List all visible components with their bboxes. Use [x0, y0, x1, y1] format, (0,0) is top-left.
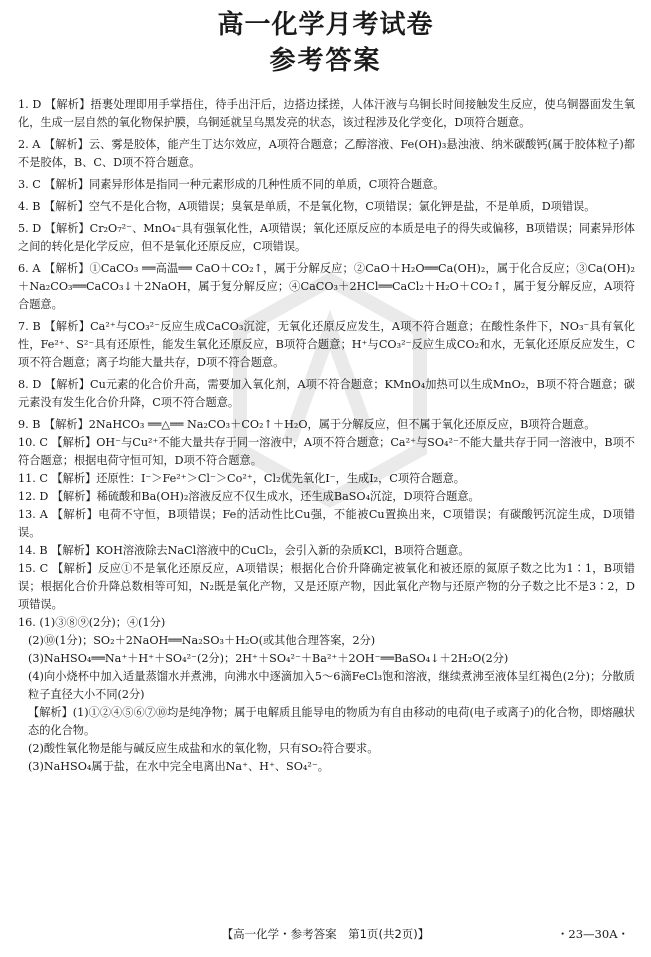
- answer-item-2: 2. A 【解析】云、雾是胶体，能产生丁达尔效应，A项符合题意；乙醇溶液、Fe(OH)₃悬浊液、纳米碳酸钙(属于胶体粒子)都不是胶体，B、C、D项不符合题意。: [18, 138, 635, 169]
- footer-code: ・23—30A・: [556, 927, 629, 941]
- answer-list: [18, 96, 635, 776]
- answer-item-4: 4. B 【解析】空气不是化合物，A项错误；臭氧是单质，不是氧化物，C项错误；氯化钾是盐，不是单质，D项错误。: [18, 200, 596, 213]
- answer-item-16-part-4: (4)向小烧杯中加入适量蒸馏水并煮沸，向沸水中逐滴加入5～6滴FeCl₃饱和溶液，继续煮沸至液体呈红褐色(2分)；分散质粒子直径大小不同(2分): [28, 670, 635, 701]
- answer-item-11: 11. C 【解析】还原性：I⁻＞Fe²⁺＞Cl⁻＞Co²⁺，Cl₂优先氧化I⁻，生成I₂，C项符合题意。: [18, 472, 465, 485]
- answer-item-13: 13. A 【解析】电荷不守恒，B项错误；Fe的活动性比Cu强，不能被Cu置换出来，C项错误；有碳酸钙沉淀生成，D项错误。: [18, 508, 635, 539]
- footer-page-info: 【高一化学・参考答案 第1页(共2页)】: [221, 927, 430, 941]
- answer-item-16-analysis: 【解析】(1)①②④⑤⑥⑦⑩均是纯净物；属于电解质且能导电的物质为有自由移动的电荷(电子或离子)的化合物，即熔融状态的化合物。: [28, 706, 635, 737]
- answer-item-15: 15. C 【解析】反应①不是氧化还原反应，A项错误；根据化合价升降确定被氧化和被还原的氮原子数之比为1∶1，B项错误；根据化合价升降总数相等可知，N₂既是氧化产物，又是还原产物，因此氧化产物与还原产物的分子数之比不是3∶2，D项错误。: [18, 562, 635, 611]
- page-title: 高一化学月考试卷: [217, 10, 434, 40]
- answer-item-9: 9. B 【解析】2NaHCO₃ ══△══ Na₂CO₃＋CO₂↑＋H₂O，属于分解反应，但不属于氧化还原反应，B项符合题意。: [18, 418, 596, 431]
- answer-item-16-analysis-3: (3)NaHSO₄属于盐，在水中完全电离出Na⁺、H⁺、SO₄²⁻。: [28, 760, 329, 773]
- answer-item-7: 7. B 【解析】Ca²⁺与CO₃²⁻反应生成CaCO₃沉淀，无氧化还原反应发生，A项不符合题意；在酸性条件下，NO₃⁻具有氧化性，Fe²⁺、S²⁻具有还原性，能发生氧化还原反应，B项符合题意；H⁺与CO₃²⁻反应生成CO₂和水，无氧化还原反应发生，C项不符合题意；离子均能大量共存，D项不符合题意。: [18, 320, 635, 369]
- answer-item-16: 16. (1)③⑧⑨(2分)；④(1分): [18, 616, 166, 629]
- answer-item-16-part-2: (2)⑩(1分)；SO₂＋2NaOH══Na₂SO₃＋H₂O(或其他合理答案，2分): [28, 634, 376, 647]
- answer-item-12: 12. D 【解析】稀硫酸和Ba(OH)₂溶液反应不仅生成水，还生成BaSO₄沉淀，D项符合题意。: [18, 490, 480, 503]
- answer-item-16-part-3: (3)NaHSO₄══Na⁺＋H⁺＋SO₄²⁻(2分)；2H⁺＋SO₄²⁻＋Ba²⁺＋2OH⁻══BaSO₄↓＋2H₂O(2分): [28, 652, 509, 665]
- answer-item-14: 14. B 【解析】KOH溶液除去NaCl溶液中的CuCl₂，会引入新的杂质KCl，B项符合题意。: [18, 544, 470, 557]
- answer-item-8: 8. D 【解析】Cu元素的化合价升高，需要加入氧化剂，A项不符合题意；KMnO₄加热可以生成MnO₂，B项不符合题意；碳元素没有发生化合价升降，C项不符合题意。: [18, 378, 635, 409]
- answer-item-10: 10. C 【解析】OH⁻与Cu²⁺不能大量共存于同一溶液中，A项不符合题意；Ca²⁺与SO₄²⁻不能大量共存于同一溶液中，B项不符合题意；根据电荷守恒可知，D项不符合题意。: [18, 436, 635, 467]
- answer-item-1: 1. D 【解析】捂裹处理即用手掌捂住，待手出汗后，边搭边揉搓，人体汗液与乌铜长时间接触发生反应，使乌铜器面发生氧化，生成一层自然的氧化物保护膜，乌铜延就呈乌黑发亮的状态，该过程涉及化学变化，D项符合题意。: [18, 98, 635, 129]
- answer-item-3: 3. C 【解析】同素异形体是指同一种元素形成的几种性质不同的单质，C项符合题意。: [18, 178, 445, 191]
- answer-item-6: 6. A 【解析】①CaCO₃ ══高温══ CaO＋CO₂↑，属于分解反应；②CaO＋H₂O══Ca(OH)₂，属于化合反应；③Ca(OH)₂＋Na₂CO₃══CaCO₃↓＋2NaOH，属于复分解反应；④CaCO₃＋2HCl══CaCl₂＋H₂O＋CO₂↑，属于复分解反应，A项符合题意。: [18, 262, 635, 311]
- answer-item-5: 5. D 【解析】Cr₂O₇²⁻、MnO₄⁻具有强氧化性，A项错误；氧化还原反应的本质是电子的得失或偏移，B项错误；同素异形体之间的转化是化学反应，但不是氧化还原反应，C项错误。: [18, 222, 635, 253]
- answer-item-16-analysis-2: (2)酸性氧化物是能与碱反应生成盐和水的氧化物，只有SO₂符合要求。: [28, 742, 379, 755]
- page-subtitle: 参考答案: [269, 46, 382, 76]
